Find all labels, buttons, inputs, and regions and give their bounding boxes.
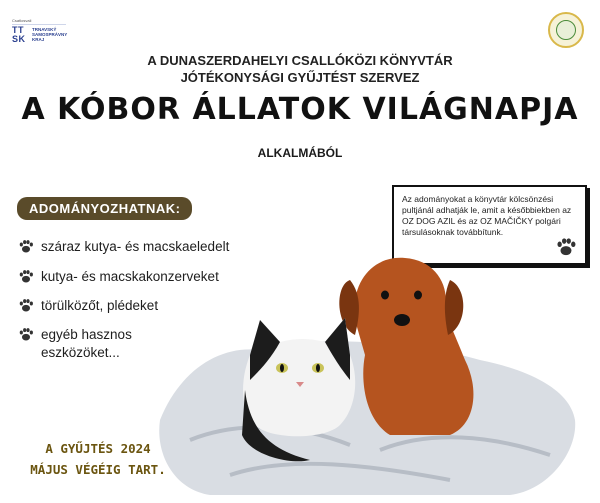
list-item-text: törülközőt, plédeket — [41, 298, 159, 313]
event-line: JÓTÉKONYSÁGI GYŰJTÉST SZERVEZ — [180, 70, 420, 85]
logo-small-text: Csatlosvali — [12, 18, 32, 23]
organizer-line: A DUNASZERDAHELYI CSALLÓKÖZI KÖNYVTÁR — [147, 53, 453, 68]
paw-icon — [18, 239, 34, 254]
seal-inner — [556, 20, 576, 40]
logo-name: TRNAVSKÝ SAMOSPRÁVNY KRAJ — [32, 27, 68, 42]
info-note-text: Az adományokat a könyvtár kölcsönzési pultjánál adhatják le, amit a későbbiekben az OZ DOG AZIL és az OZ MAČIČKY polgári társulásoknak továbbítunk. — [402, 194, 572, 237]
list-item-text: kutya- és macskakonzerveket — [41, 269, 219, 284]
deadline-note — [18, 438, 178, 480]
library-seal-icon — [548, 12, 584, 48]
donate-badge: ADOMÁNYOZHATNAK: — [17, 197, 192, 220]
page-title: A KÓBOR ÁLLATOK VILÁGNAPJA — [21, 92, 579, 127]
paw-icon — [18, 298, 34, 313]
paw-icon — [18, 269, 34, 284]
list-item-text: száraz kutya- és macskaeledelt — [41, 239, 230, 254]
list-item-text: egyéb hasznos — [41, 327, 132, 342]
logo-mark — [12, 26, 26, 44]
cat-and-dog-illustration — [150, 250, 580, 500]
tsk-logo — [12, 18, 82, 58]
list-item-text: eszközöket... — [41, 345, 120, 360]
deadline-line-1: A GYŰJTÉS 2024 — [45, 441, 151, 456]
occasion-text: ALKALMÁBÓL — [257, 146, 343, 160]
deadline-line-2: MÁJUS VÉGÉIG TART. — [30, 462, 166, 477]
paw-icon — [18, 327, 34, 342]
logo-mark-top: TT — [12, 25, 24, 35]
logo-mark-bottom: SK — [12, 34, 26, 44]
